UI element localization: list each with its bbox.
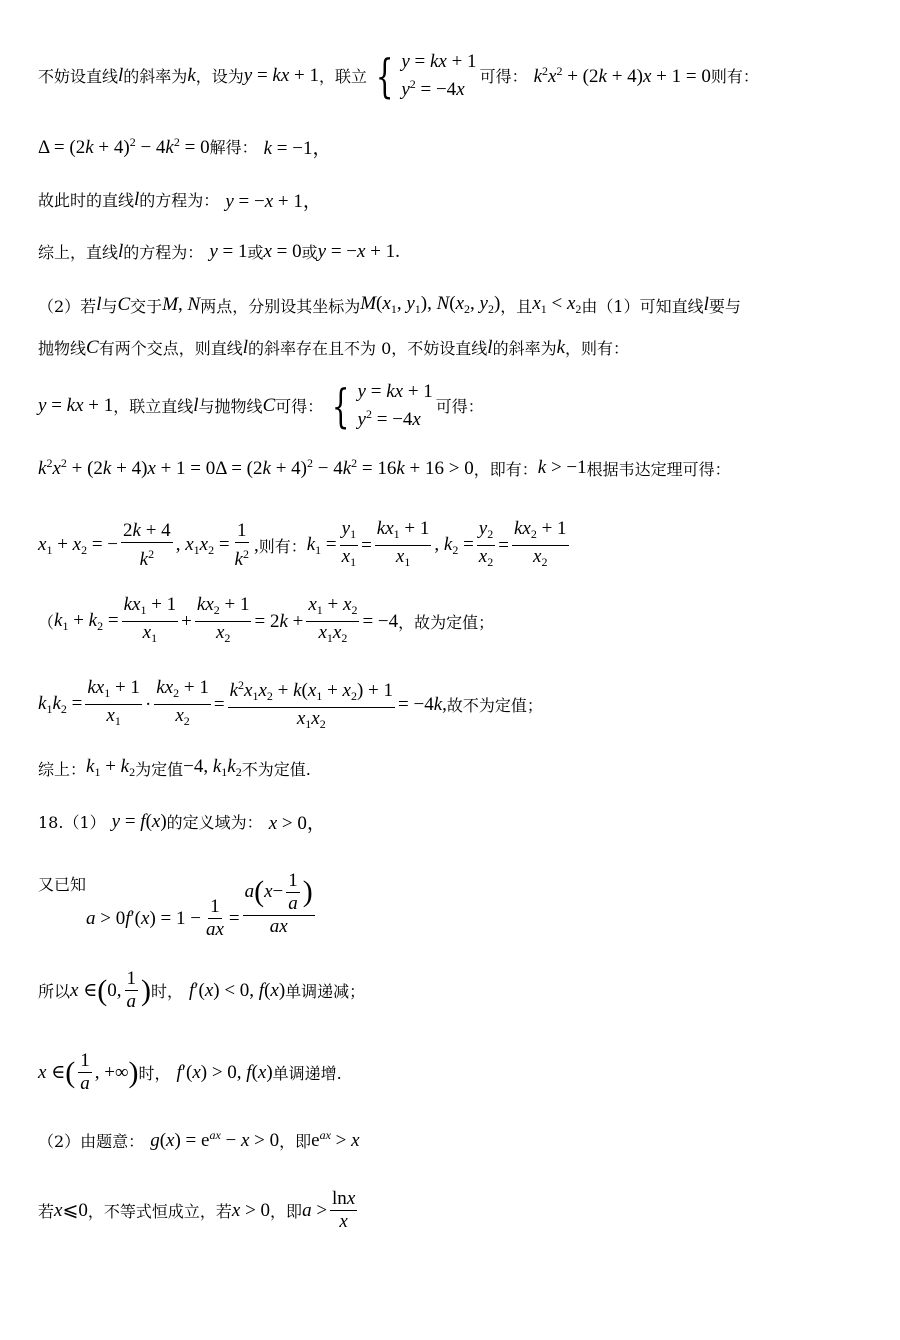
text: ，即 <box>279 1131 312 1151</box>
text: ，即有： <box>473 459 538 479</box>
text: 则有： <box>710 67 759 86</box>
text: ，故为定值； <box>398 613 495 632</box>
text: ，联立 <box>319 67 368 86</box>
text: （2）若 <box>38 296 97 316</box>
text: 的斜率为 <box>492 339 557 358</box>
text: 综上，直线 <box>38 243 119 262</box>
text: 要与 <box>708 296 741 316</box>
text: 的方程为： <box>123 243 204 262</box>
solution-line-4: 综上，直线 l 的方程为： y = 1 或 x = 0 或 y = −x + 1. <box>38 240 400 262</box>
text: 根据韦达定理可得： <box>586 459 731 479</box>
text: 可得： <box>435 397 484 416</box>
text: 的定义域为： <box>166 813 263 832</box>
text: 的方程为： <box>139 191 220 210</box>
text: ，联立直线 <box>113 397 194 416</box>
solution-line-9: $x_1 + x_2$ = − $\frac{2k + 4}{k^2}$ , $x_1x_2$ = $\frac{1}{k^2}$ , 则有： $k_1$ = $\frac{y_1}{x_1}$ = $\frac{kx_1 + 1}{x_1}$ , $k_2$ = $\frac{y_2}{x_2}$ = $\frac{kx_2 + 1}{x_2}$ <box>38 518 567 570</box>
text: 18.（1） <box>38 813 106 832</box>
text: 或 <box>301 243 318 262</box>
solution-line-16: x ∈ ( $\frac{1}{a}$ , +∞ ) 时， f′(x) > 0, f(x) 单调递增. <box>38 1050 342 1094</box>
text: 有两个交点，则直线 <box>98 339 243 358</box>
text: 故此时的直线 <box>38 191 135 210</box>
solution-line-18: 若 x⩽0 ，不等式恒成立，若 x > 0 ，即 a > $\frac{\ln x}{x}$ <box>38 1188 356 1232</box>
text: ，即 <box>270 1202 303 1221</box>
text: 单调递增. <box>272 1064 342 1083</box>
text: 单调递减； <box>285 982 366 1001</box>
solution-line-14: 又已知 a > 0f′(x) = 1 − $\frac{1}{ax}$ = a ( x − $\frac{1}{a}$ ) ax <box>38 869 313 940</box>
text: （2）由题意： <box>38 1131 145 1151</box>
text: 时， <box>138 1064 171 1083</box>
solution-line-6: 抛物线 C 有两个交点，则直线 l 的斜率存在且不为 0，不妨设直线 l 的斜率为 k ，则有： <box>38 336 630 358</box>
solution-line-1: 不妨设直线 l 的斜率为 k ，设为 y = kx + 1 ，联立 { y = kx + 1 $y^2 = -4x$ 可得： $k^2x^2 + (2k + 4)x + 1 = 0$ 则有： <box>38 48 759 103</box>
text: 抛物线 <box>38 339 87 358</box>
text: 两点，分别设其坐标为 <box>200 296 361 316</box>
text: 或 <box>247 243 264 262</box>
solution-line-13: 18.（1） y = f(x) 的定义域为： x > 0， <box>38 810 326 834</box>
solution-line-11: $k_1k_2$ = $\frac{kx_1 + 1}{x_1}$ · $\frac{kx_2 + 1}{x_2}$ = $\frac{k^2x_1x_2 + k(x_1 + x_2) + 1}{x_1x_2}$ = −4k, 故不为定值； <box>38 674 880 735</box>
text: 若 <box>38 1202 55 1221</box>
solution-line-2: $\Delta = (2k + 4)^2 - 4k^2 = 0$ 解得： k = −1， <box>38 134 332 159</box>
text: 可得： <box>275 397 324 416</box>
equation-system: { y = kx + 1 $y^2 = -4x$ <box>332 378 433 433</box>
solution-line-3: 故此时的直线 l 的方程为： y = −x + 1， <box>38 188 322 212</box>
solution-line-7: y = kx + 1 ，联立直线 l 与抛物线 C 可得： { y = kx + 1 $y^2 = -4x$ 可得： <box>38 378 484 433</box>
solution-line-17: （2）由题意： $g(x) = e^{ax} - x > 0$ ，即 $e^{ax} > x$ <box>38 1128 360 1151</box>
text: 由（1）可知直线 <box>581 296 704 316</box>
text: 时， <box>151 982 184 1001</box>
solution-line-10: （ $k_1 + k_2$ = $\frac{kx_1 + 1}{x_1}$ + $\frac{kx_2 + 1}{x_2}$ = 2k + $\frac{x_1 + x_2}{x_1x_2}$ = −4 ，故为定值； <box>38 594 495 645</box>
text: 可得： <box>479 67 528 86</box>
text: 与 <box>101 296 118 316</box>
text: 综上： <box>38 759 87 779</box>
text: 又已知 <box>38 875 87 894</box>
text: 与抛物线 <box>198 397 263 416</box>
solution-line-15: 所以 x ∈ ( 0, $\frac{1}{a}$ ) 时， f′(x) < 0, f(x) 单调递减； <box>38 968 366 1012</box>
solution-line-12: 综上： $k_1 + k_2$ 为定值 −4, $k_1k_2$ 不为定值. <box>38 756 311 779</box>
text: （ <box>38 613 55 632</box>
solution-line-8: $k^2x^2 + (2k + 4)x + 1 = 0\Delta = (2k + 4)^2 - 4k^2 = 16k + 16 > 0$ ，即有： k > −1 根据韦达定理可得： <box>38 456 731 479</box>
text: 的斜率存在且不为 0，不妨设直线 <box>248 339 488 358</box>
text: 则有： <box>258 537 307 556</box>
text: 解得： <box>209 138 258 157</box>
text: ，且 <box>500 296 533 316</box>
text: 为定值 <box>135 759 184 779</box>
text: 的斜率为 <box>123 67 188 86</box>
equation-system: { y = kx + 1 $y^2 = -4x$ <box>375 48 477 103</box>
text: ，则有： <box>565 339 630 358</box>
text: ，不等式恒成立，若 <box>87 1202 232 1221</box>
text: 故不为定值； <box>446 696 543 715</box>
solution-line-5: （2）若 l 与 C 交于 M, N 两点，分别设其坐标为 $M(x_1$, $y_1$), $N(x_2$, $y_2$) ，且 $x_1 < x_2$ 由（1）可知直线 l 要与 <box>38 293 741 316</box>
text: 所以 <box>38 982 71 1001</box>
text: 不为定值. <box>241 759 311 779</box>
text: ，设为 <box>195 67 244 86</box>
text: 交于 <box>130 296 163 316</box>
text: 不妨设直线 <box>38 67 119 86</box>
